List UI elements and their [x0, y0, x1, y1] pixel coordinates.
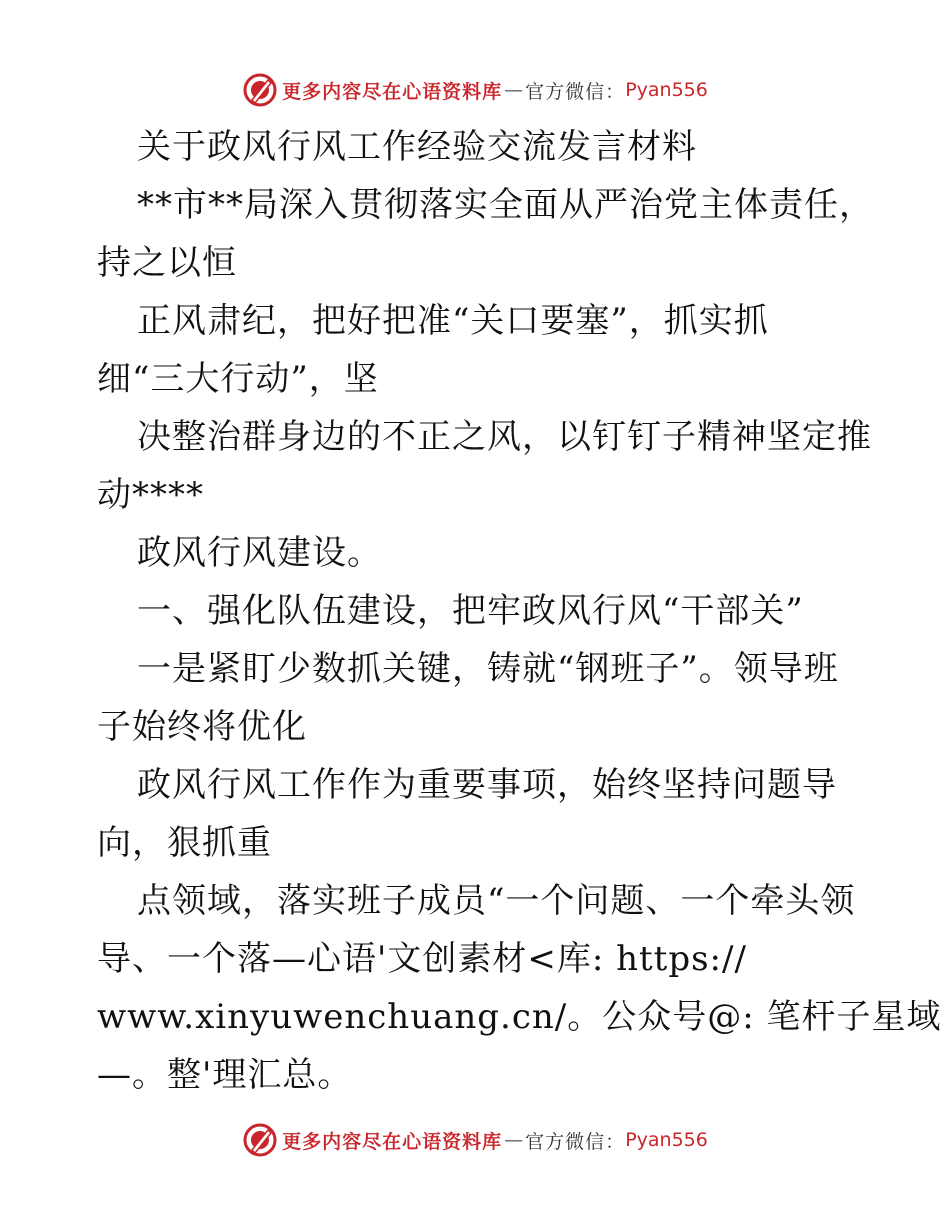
footer-wechat-id: Pyan556 — [625, 1129, 708, 1151]
doc-line: 一是紧盯少数抓关键，铸就“钢班子”。领导班 — [137, 649, 839, 689]
doc-line: 子始终将优化 — [97, 707, 307, 747]
pen-logo-icon — [242, 72, 278, 108]
doc-section-heading: 一、强化队伍建设，把牢政风行风“干部关” — [137, 591, 804, 631]
footer-brand-text: 更多内容尽在心语资料库 — [282, 1130, 503, 1153]
doc-line: 导、一个落—心语'文创素材<库: https:// — [97, 939, 747, 979]
doc-line: 政风行风工作作为重要事项，始终坚持问题导 — [137, 765, 837, 805]
doc-line: 政风行风建设。 — [137, 533, 382, 573]
footer-banner — [0, 1120, 950, 1160]
doc-line: 正风肃纪，把好把准“关口要塞”，抓实抓 — [137, 301, 769, 341]
doc-line: —。整'理汇总。 — [97, 1055, 353, 1095]
doc-line: 细“三大行动”，坚 — [97, 359, 379, 399]
header-dash: — — [504, 79, 524, 101]
footer-wechat-label: 官方微信： — [525, 1130, 626, 1153]
pen-logo-icon — [242, 1122, 278, 1158]
doc-line: 动**** — [97, 475, 204, 515]
doc-line: 点领域，落实班子成员“一个问题、一个牵头领 — [137, 881, 856, 921]
header-wechat-label: 官方微信： — [525, 80, 626, 103]
footer-dash: — — [504, 1129, 524, 1151]
doc-title: 关于政风行风工作经验交流发言材料 — [137, 127, 697, 167]
doc-line: 持之以恒 — [97, 243, 237, 283]
doc-line: www.xinyuwenchuang.cn/。公众号@: 笔杆子星域 — [97, 997, 942, 1037]
doc-line: **市**局深入贯彻落实全面从严治党主体责任， — [137, 185, 874, 225]
header-brand-text: 更多内容尽在心语资料库 — [282, 80, 503, 103]
doc-line: 决整治群身边的不正之风，以钉钉子精神坚定推 — [137, 417, 872, 457]
document-body — [97, 118, 942, 1104]
header-wechat-id: Pyan556 — [625, 79, 708, 101]
header-banner — [0, 70, 950, 110]
doc-line: 向，狠抓重 — [97, 823, 272, 863]
